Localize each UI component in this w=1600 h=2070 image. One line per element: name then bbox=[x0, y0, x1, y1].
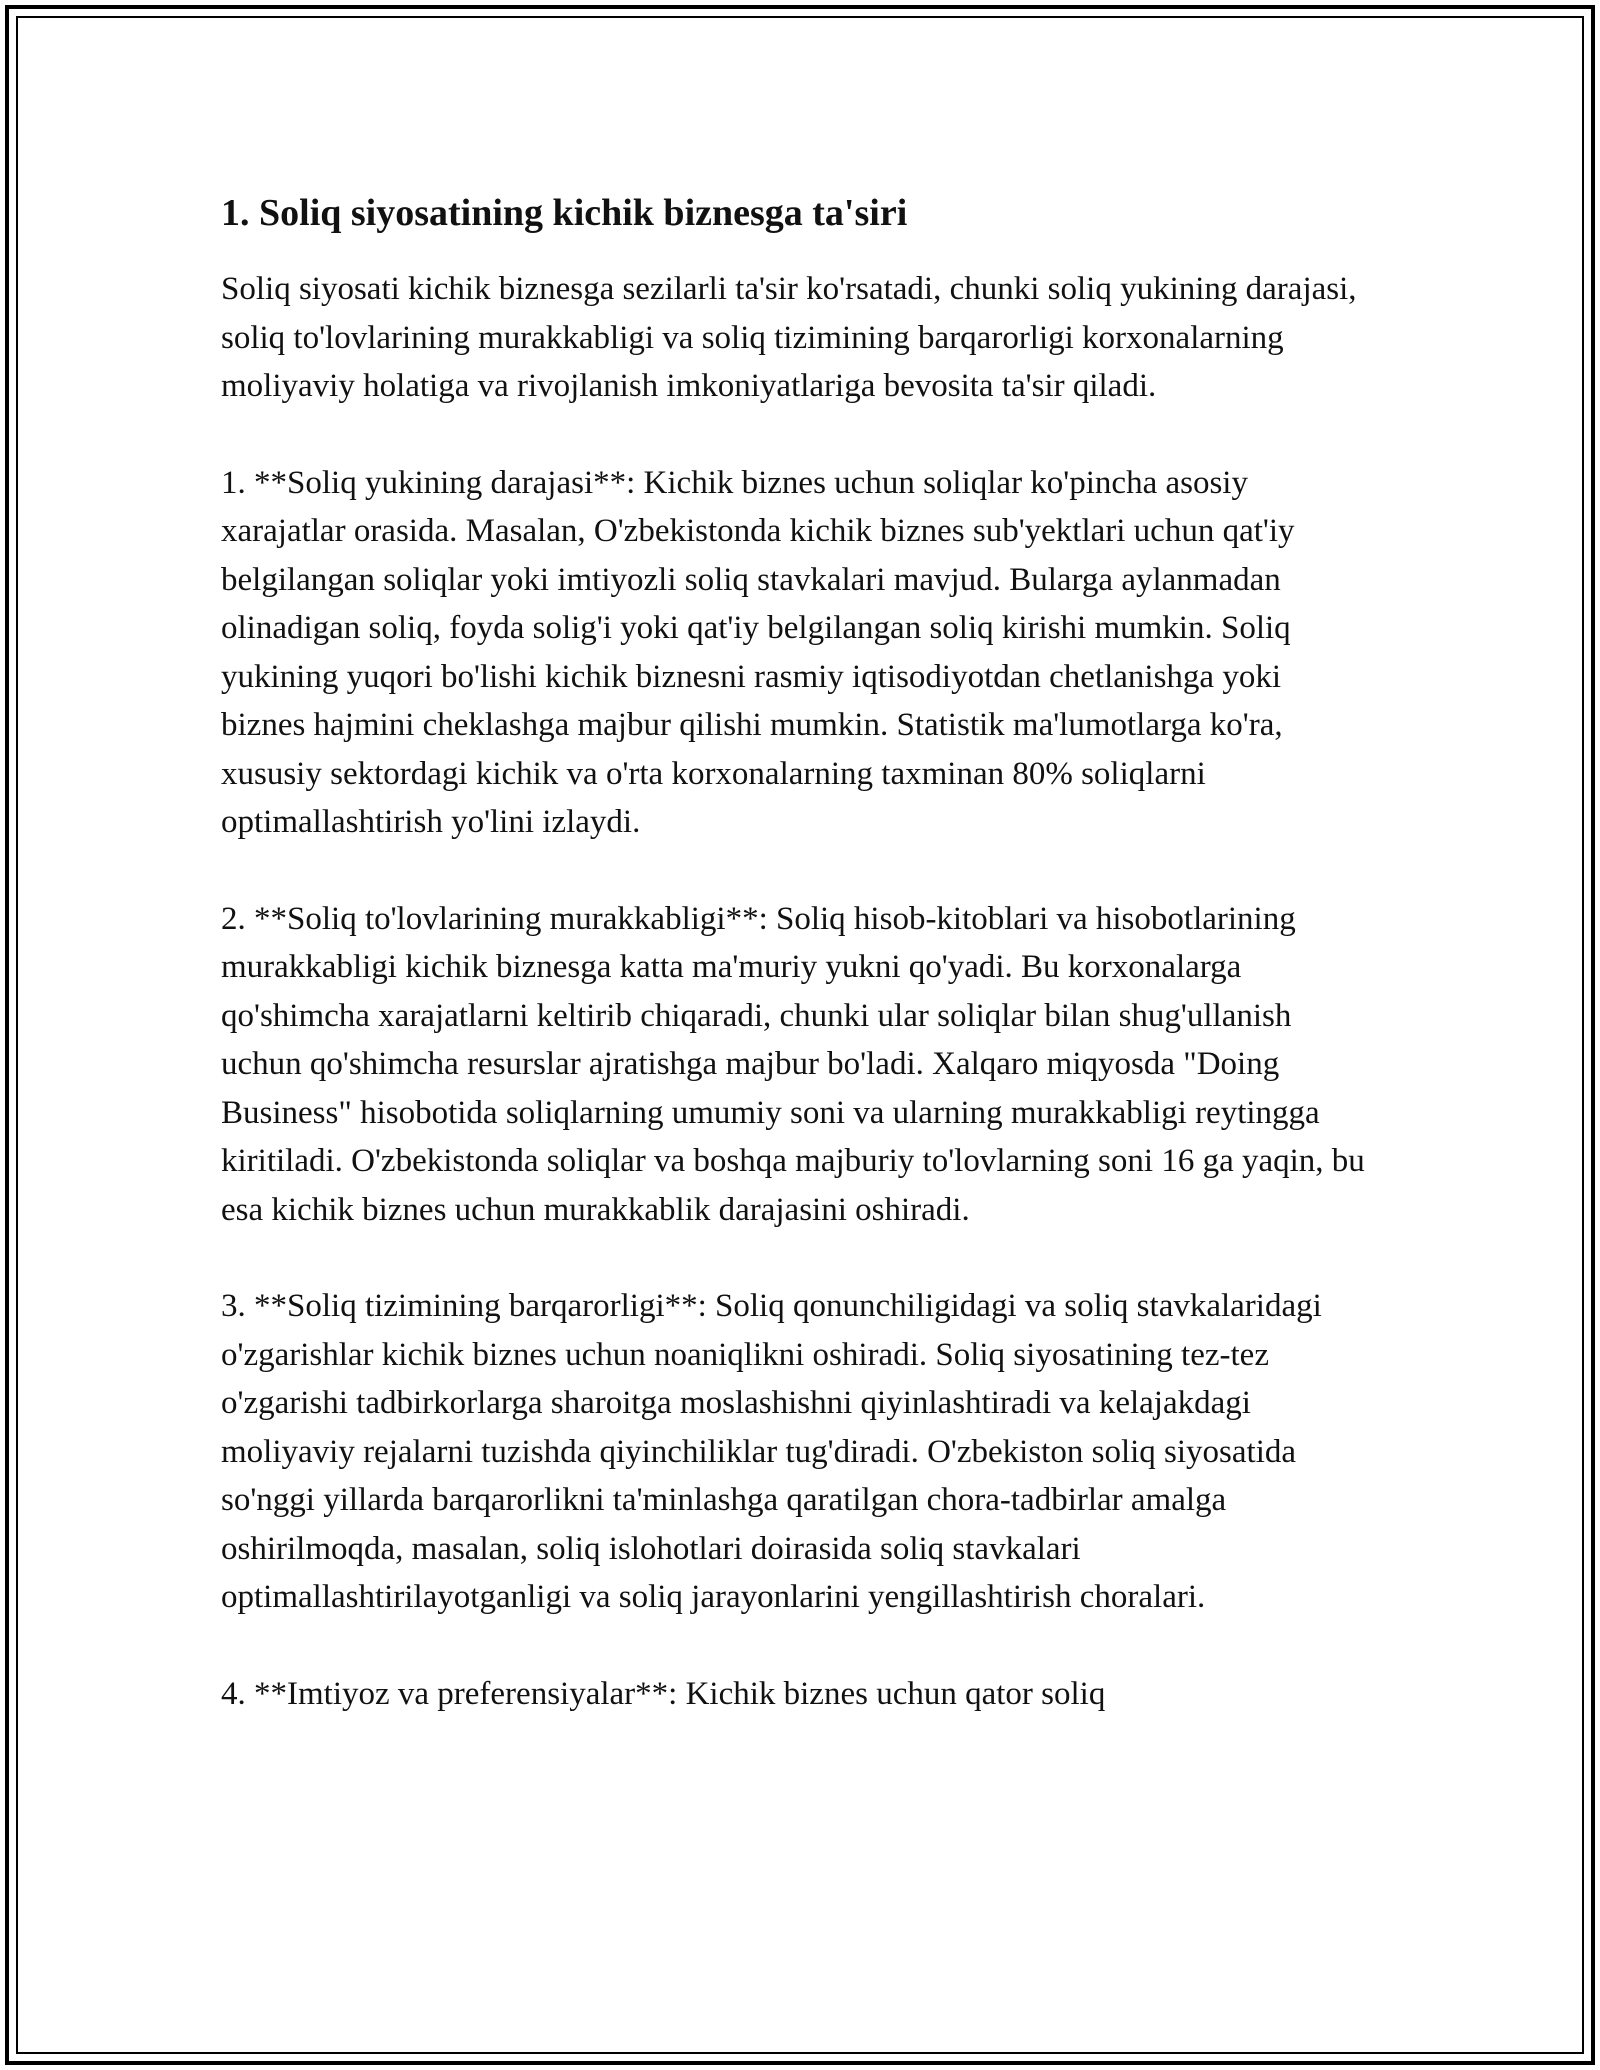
paragraph-incentives: 4. **Imtiyoz va preferensiyalar**: Kichik biznes uchun qator soliq bbox=[221, 1675, 1106, 1712]
paragraph-tax-burden: 1. **Soliq yukining darajasi**: Kichik biznes uchun soliqlar ko'pincha asosiy xarajatlar orasida. Masalan, O'zbekistonda kichik biznes sub'yektlari uchun qat'iy belgilangan soliqlar yoki imtiyozli soliq stavkalari mavjud. Bularga aylanmadan olinadigan soliq, foyda solig'i yoki qat'iy belgilangan soliq kirishi mumkin. Soliq yukining yuqori bo'lishi kichik biznesni rasmiy iqtisodiyotdan chetlanishga yoki biznes hajmini cheklashga majbur qilishi mumkin. Statistik ma'lumotlarga ko'ra, xususiy sektordagi kichik va o'rta korxonalarning taxminan 80% soliqlarni optimallashtirish yo'lini izlaydi. bbox=[221, 464, 1295, 840]
intro-paragraph: Soliq siyosati kichik biznesga sezilarli ta'sir ko'rsatadi, chunki soliq yukining darajasi, soliq to'lovlarining murakkabligi va soliq tizimining barqarorligi korxonalarning moliyaviy holatiga va rivojlanish imkoniyatlariga bevosita ta'sir qiladi. bbox=[221, 271, 1357, 404]
document-body bbox=[221, 187, 1371, 1718]
paragraph-tax-complexity: 2. **Soliq to'lovlarining murakkabligi**: Soliq hisob-kitoblari va hisobotlarining murakkabligi kichik biznesga katta ma'muriy yukni qo'yadi. Bu korxonalarga qo'shimcha xarajatlarni keltirib chiqaradi, chunki ular soliqlar bilan shug'ullanish uchun qo'shimcha resurslar ajratishga majbur bo'ladi. Xalqaro miqyosda "Doing Business" hisobotida soliqlarning umumiy soni va ularning murakkabligi reytingga kiritiladi. O'zbekistonda soliqlar va boshqa majburiy to'lovlarning soni 16 ga yaqin, bu esa kichik biznes uchun murakkablik darajasini oshiradi. bbox=[221, 900, 1365, 1228]
paragraph-tax-stability: 3. **Soliq tizimining barqarorligi**: Soliq qonunchiligidagi va soliq stavkalaridagi o'zgarishlar kichik biznes uchun noaniqlikni oshiradi. Soliq siyosatining tez-tez o'zgarishi tadbirkorlarga sharoitga moslashishni qiyinlashtiradi va kelajakdagi moliyaviy rejalarni tuzishda qiyinchiliklar tug'diradi. O'zbekiston soliq siyosatida so'nggi yillarda barqarorlikni ta'minlashga qaratilgan chora-tadbirlar amalga oshirilmoqda, masalan, soliq islohotlari doirasida soliq stavkalari optimallashtirilayotganligi va soliq jarayonlarini yengillashtirish choralari. bbox=[221, 1288, 1322, 1615]
document-title: 1. Soliq siyosatining kichik biznesga ta'siri bbox=[221, 192, 908, 234]
